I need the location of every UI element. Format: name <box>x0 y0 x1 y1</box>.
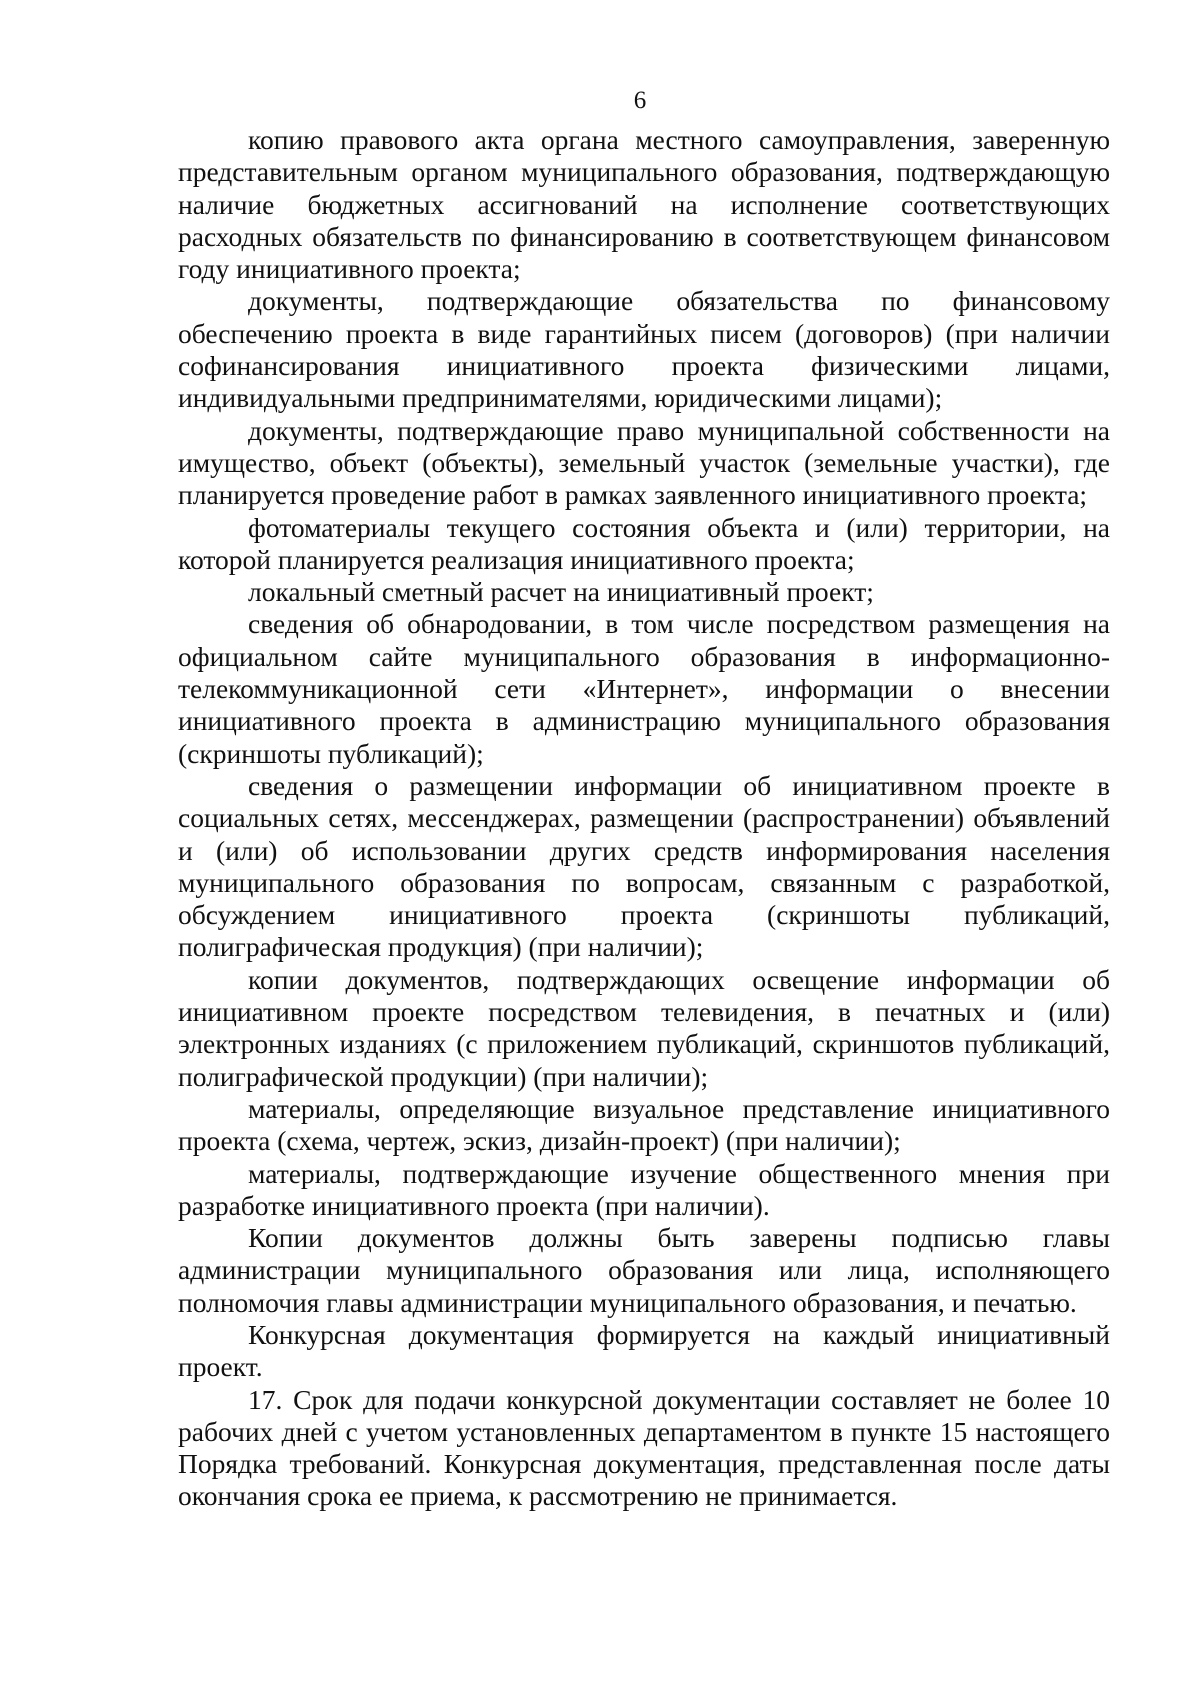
paragraph-item-17: 17. Срок для подачи конкурсной документации составляет не более 10 рабочих дней с учетом установленных департаментом в пункте 15 настоящего Порядка требований. Конкурсная документация, представленная после даты окончания срока ее приема, к рассмотрению не принимается. <box>178 1383 1110 1512</box>
paragraph-social-media: сведения о размещении информации об инициативном проекте в социальных сетях, мессенджерах, размещении (распространении) объявлений и (или) об использовании других средств информирования населения муниципального образования по вопросам, связанным с разработкой, обсуждением инициативного проекта (скриншоты публикаций, полиграфическая продукция) (при наличии); <box>178 769 1110 963</box>
paragraph-photo-materials: фотоматериалы текущего состояния объекта и (или) территории, на которой планируется реализация инициативного проекта; <box>178 511 1110 575</box>
paragraph-certification: Копии документов должны быть заверены подписью главы администрации муниципального образования или лица, исполняющего полномочия главы администрации муниципального образования, и печатью. <box>178 1222 1110 1318</box>
paragraph-property-rights: документы, подтверждающие право муниципальной собственности на имущество, объект (объекты), земельный участок (земельные участки), где планируется проведение работ в рамках заявленного инициативного проекта; <box>178 414 1110 511</box>
paragraph-visual-materials: материалы, определяющие визуальное представление инициативного проекта (схема, чертеж, эскиз, дизайн-проект) (при наличии); <box>178 1092 1110 1157</box>
paragraph-per-project: Конкурсная документация формируется на каждый инициативный проект. <box>178 1318 1110 1383</box>
paragraph-estimate: локальный сметный расчет на инициативный проект; <box>248 576 874 608</box>
paragraph-publication-website: сведения об обнародовании, в том числе посредством размещения на официальном сайте муниципального образования в информационно-телекоммуникационной сети «Интернет», информации о внесении инициативного проекта в администрацию муниципального образования (скриншоты публикаций); <box>178 608 1110 769</box>
document-body <box>178 124 1110 1513</box>
paragraph-media-coverage: копии документов, подтверждающих освещение информации об инициативном проекте посредством телевидения, в печатных и (или) электронных изданиях (с приложением публикаций, скриншотов публикаций, полиграфической продукции) (при наличии); <box>178 963 1110 1092</box>
paragraph-legal-act-copy: копию правового акта органа местного самоуправления, заверенную представительным органом муниципального образования, подтверждающую наличие бюджетных ассигнований на исполнение соответствующих расходных обязательств по финансированию в соответствующем финансовом году инициативного проекта; <box>178 124 1110 285</box>
page-number: 6 <box>633 87 647 114</box>
paragraph-financing-obligations: документы, подтверждающие обязательства по финансовому обеспечению проекта в виде гарантийных писем (договоров) (при наличии софинансирования инициативного проекта физическими лицами, индивидуальными предпринимателями, юридическими лицами); <box>178 285 1110 414</box>
paragraph-public-opinion: материалы, подтверждающие изучение общественного мнения при разработке инициативного проекта (при наличии). <box>178 1157 1110 1221</box>
